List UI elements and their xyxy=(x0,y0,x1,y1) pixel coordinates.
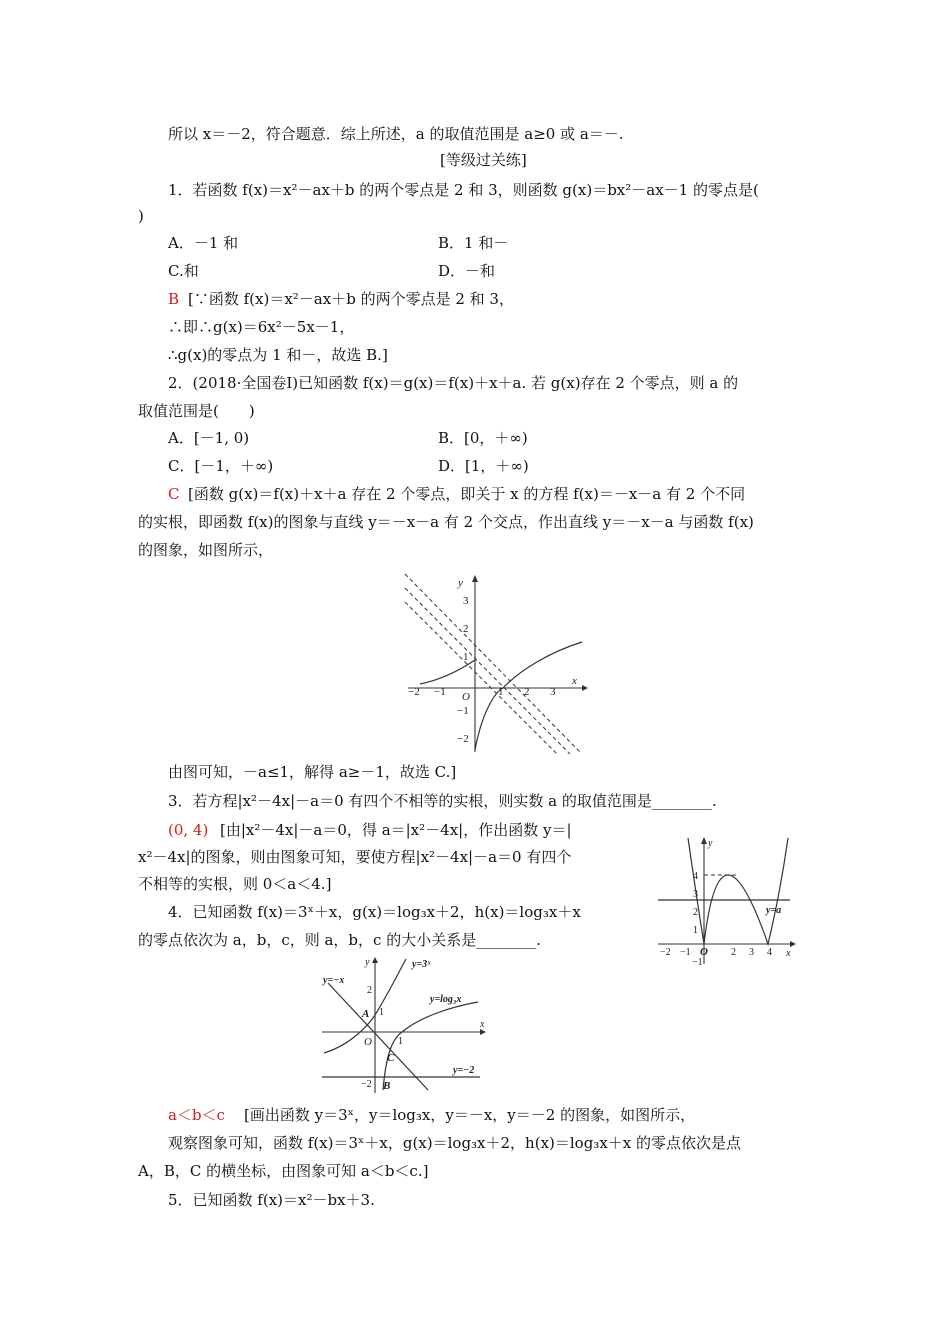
question-2: 2．(2018·全国卷Ⅰ)已知函数 f(x)＝g(x)＝f(x)＋x＋a. 若 g(x)存在 2 个零点，则 a 的 xyxy=(168,374,739,392)
x-tick: 2 xyxy=(524,686,530,698)
x-tick: 1 xyxy=(398,1036,403,1047)
figure-3-graph xyxy=(320,955,490,1095)
solution-line: 的实根，即函数 f(x)的图象与直线 y＝－x－a 有 2 个交点，作出直线 y＝－x－a 与函数 f(x) xyxy=(138,513,754,531)
y-axis-label: y xyxy=(708,838,713,849)
y-tick: 1 xyxy=(379,1007,384,1018)
section-heading: [等级过关练] xyxy=(440,151,527,169)
x-tick: −2 xyxy=(660,947,671,958)
option-d: D．[1，＋∞) xyxy=(438,457,529,475)
solution-line: ∴即∴g(x)＝6x²－5x－1， xyxy=(168,318,355,336)
label-y-log: y=log₃x xyxy=(430,994,462,1005)
option-c: C．[－1，＋∞) xyxy=(168,457,274,475)
text-line: 取值范围是( ) xyxy=(138,402,255,420)
figure-2-graph xyxy=(656,834,796,969)
solution-line: 观察图象可知，函数 f(x)＝3ˣ＋x，g(x)＝log₃x＋2，h(x)＝log₃x＋x 的零点依次是点 xyxy=(168,1134,742,1152)
answer-1: B xyxy=(168,290,180,308)
x-tick: 4 xyxy=(767,947,772,958)
text-line: 所以 x＝－2，符合题意．综上所述，a 的取值范围是 a≥0 或 a＝－. xyxy=(168,125,624,143)
dashed-line xyxy=(405,602,558,755)
x-tick: 2 xyxy=(731,947,736,958)
question-3: 3．若方程|x²－4x|－a＝0 有四个不相等的实根，则实数 a 的取值范围是________. xyxy=(168,792,717,810)
solution-line: 不相等的实根，则 0＜a＜4.] xyxy=(138,875,332,893)
origin-label: O xyxy=(700,946,708,958)
dashed-line xyxy=(405,588,570,754)
y-tick: 2 xyxy=(463,623,469,635)
abs-quadratic-curve xyxy=(688,838,788,944)
x-axis-label: x xyxy=(786,948,791,959)
question-4-cont: 的零点依次为 a，b，c，则 a，b，c 的大小关系是________. xyxy=(138,931,541,949)
x-tick: 1 xyxy=(498,686,504,698)
dashed-line xyxy=(405,574,580,752)
line-y-neg-x xyxy=(328,983,428,1090)
y-tick: 3 xyxy=(463,595,469,607)
solution-line: [∵函数 f(x)＝x²－ax＋b 的两个零点是 2 和 3， xyxy=(188,290,514,308)
solution-line: [函数 g(x)＝f(x)＋x＋a 存在 2 个零点，即关于 x 的方程 f(x)＝－x－a 有 2 个不同 xyxy=(188,485,746,503)
solution-line: 的图象，如图所示， xyxy=(138,541,274,559)
x-tick: −1 xyxy=(680,947,691,958)
x-axis-label: x xyxy=(480,1019,485,1030)
text-line: ) xyxy=(138,207,144,225)
option-c: C.和 xyxy=(168,262,199,280)
question-1: 1．若函数 f(x)＝x²－ax＋b 的两个零点是 2 和 3，则函数 g(x)＝bx²－ax－1 的零点是( xyxy=(168,181,759,199)
y-tick: −2 xyxy=(457,733,469,745)
answer-2: C xyxy=(168,485,180,503)
option-b: B．1 和－ xyxy=(438,234,509,252)
option-b: B．[0，＋∞) xyxy=(438,429,528,447)
y-tick: 2 xyxy=(693,907,698,918)
x-tick: 3 xyxy=(550,686,556,698)
solution-line: 由图可知，－a≤1，解得 a≥－1，故选 C.] xyxy=(168,763,457,781)
origin-label: O xyxy=(462,691,470,703)
point-c-label: C xyxy=(387,1052,395,1064)
figure-1-graph xyxy=(400,572,590,757)
y-axis-label: y xyxy=(458,577,463,589)
x-tick: −2 xyxy=(408,686,420,698)
question-4: 4．已知函数 f(x)＝3ˣ＋x，g(x)＝log₃x＋2，h(x)＝log₃x＋x xyxy=(168,903,581,921)
y-tick: −2 xyxy=(361,1079,372,1090)
origin-label: O xyxy=(364,1036,372,1048)
y-tick: −1 xyxy=(692,957,703,968)
label-y-3x: y=3ˣ xyxy=(412,959,431,970)
y-tick: 3 xyxy=(693,889,698,900)
question-5: 5．已知函数 f(x)＝x²－bx＋3. xyxy=(168,1191,375,1209)
answer-4: a＜b＜c xyxy=(168,1106,225,1124)
solution-line: ∴g(x)的零点为 1 和－，故选 B.] xyxy=(168,346,388,364)
point-a-label: A xyxy=(362,1008,370,1020)
solution-line: [画出函数 y＝3ˣ，y＝log₃x，y＝－x，y＝－2 的图象，如图所示， xyxy=(244,1106,696,1124)
option-a: A．[－1, 0) xyxy=(168,429,250,447)
y-tick: −1 xyxy=(457,705,469,717)
y-tick: 1 xyxy=(693,925,698,936)
y-tick: 4 xyxy=(693,871,698,882)
solution-line: x²－4x|的图象，则由图象可知，要使方程|x²－4x|－a＝0 有四个 xyxy=(138,848,572,866)
x-tick: 3 xyxy=(749,947,754,958)
x-tick: −1 xyxy=(434,686,446,698)
answer-3: (0, 4) xyxy=(168,821,209,839)
point-b-label: B xyxy=(383,1080,391,1092)
x-axis-label: x xyxy=(572,675,577,687)
option-a: A．－1 和 xyxy=(168,234,239,252)
y-axis-label: y xyxy=(365,957,370,968)
label-y-neg-x: y=−x xyxy=(323,975,345,986)
solution-line: [由|x²－4x|－a＝0，得 a＝|x²－4x|，作出函数 y＝| xyxy=(220,821,572,839)
line-y-a-label: y=a xyxy=(766,905,782,916)
y-tick: 2 xyxy=(367,985,372,996)
y-tick: 1 xyxy=(463,651,469,663)
label-y-minus-2: y=−2 xyxy=(453,1065,475,1076)
solution-line: A，B，C 的横坐标，由图象可知 a＜b＜c.] xyxy=(138,1162,429,1180)
option-d: D．－和 xyxy=(438,262,496,280)
